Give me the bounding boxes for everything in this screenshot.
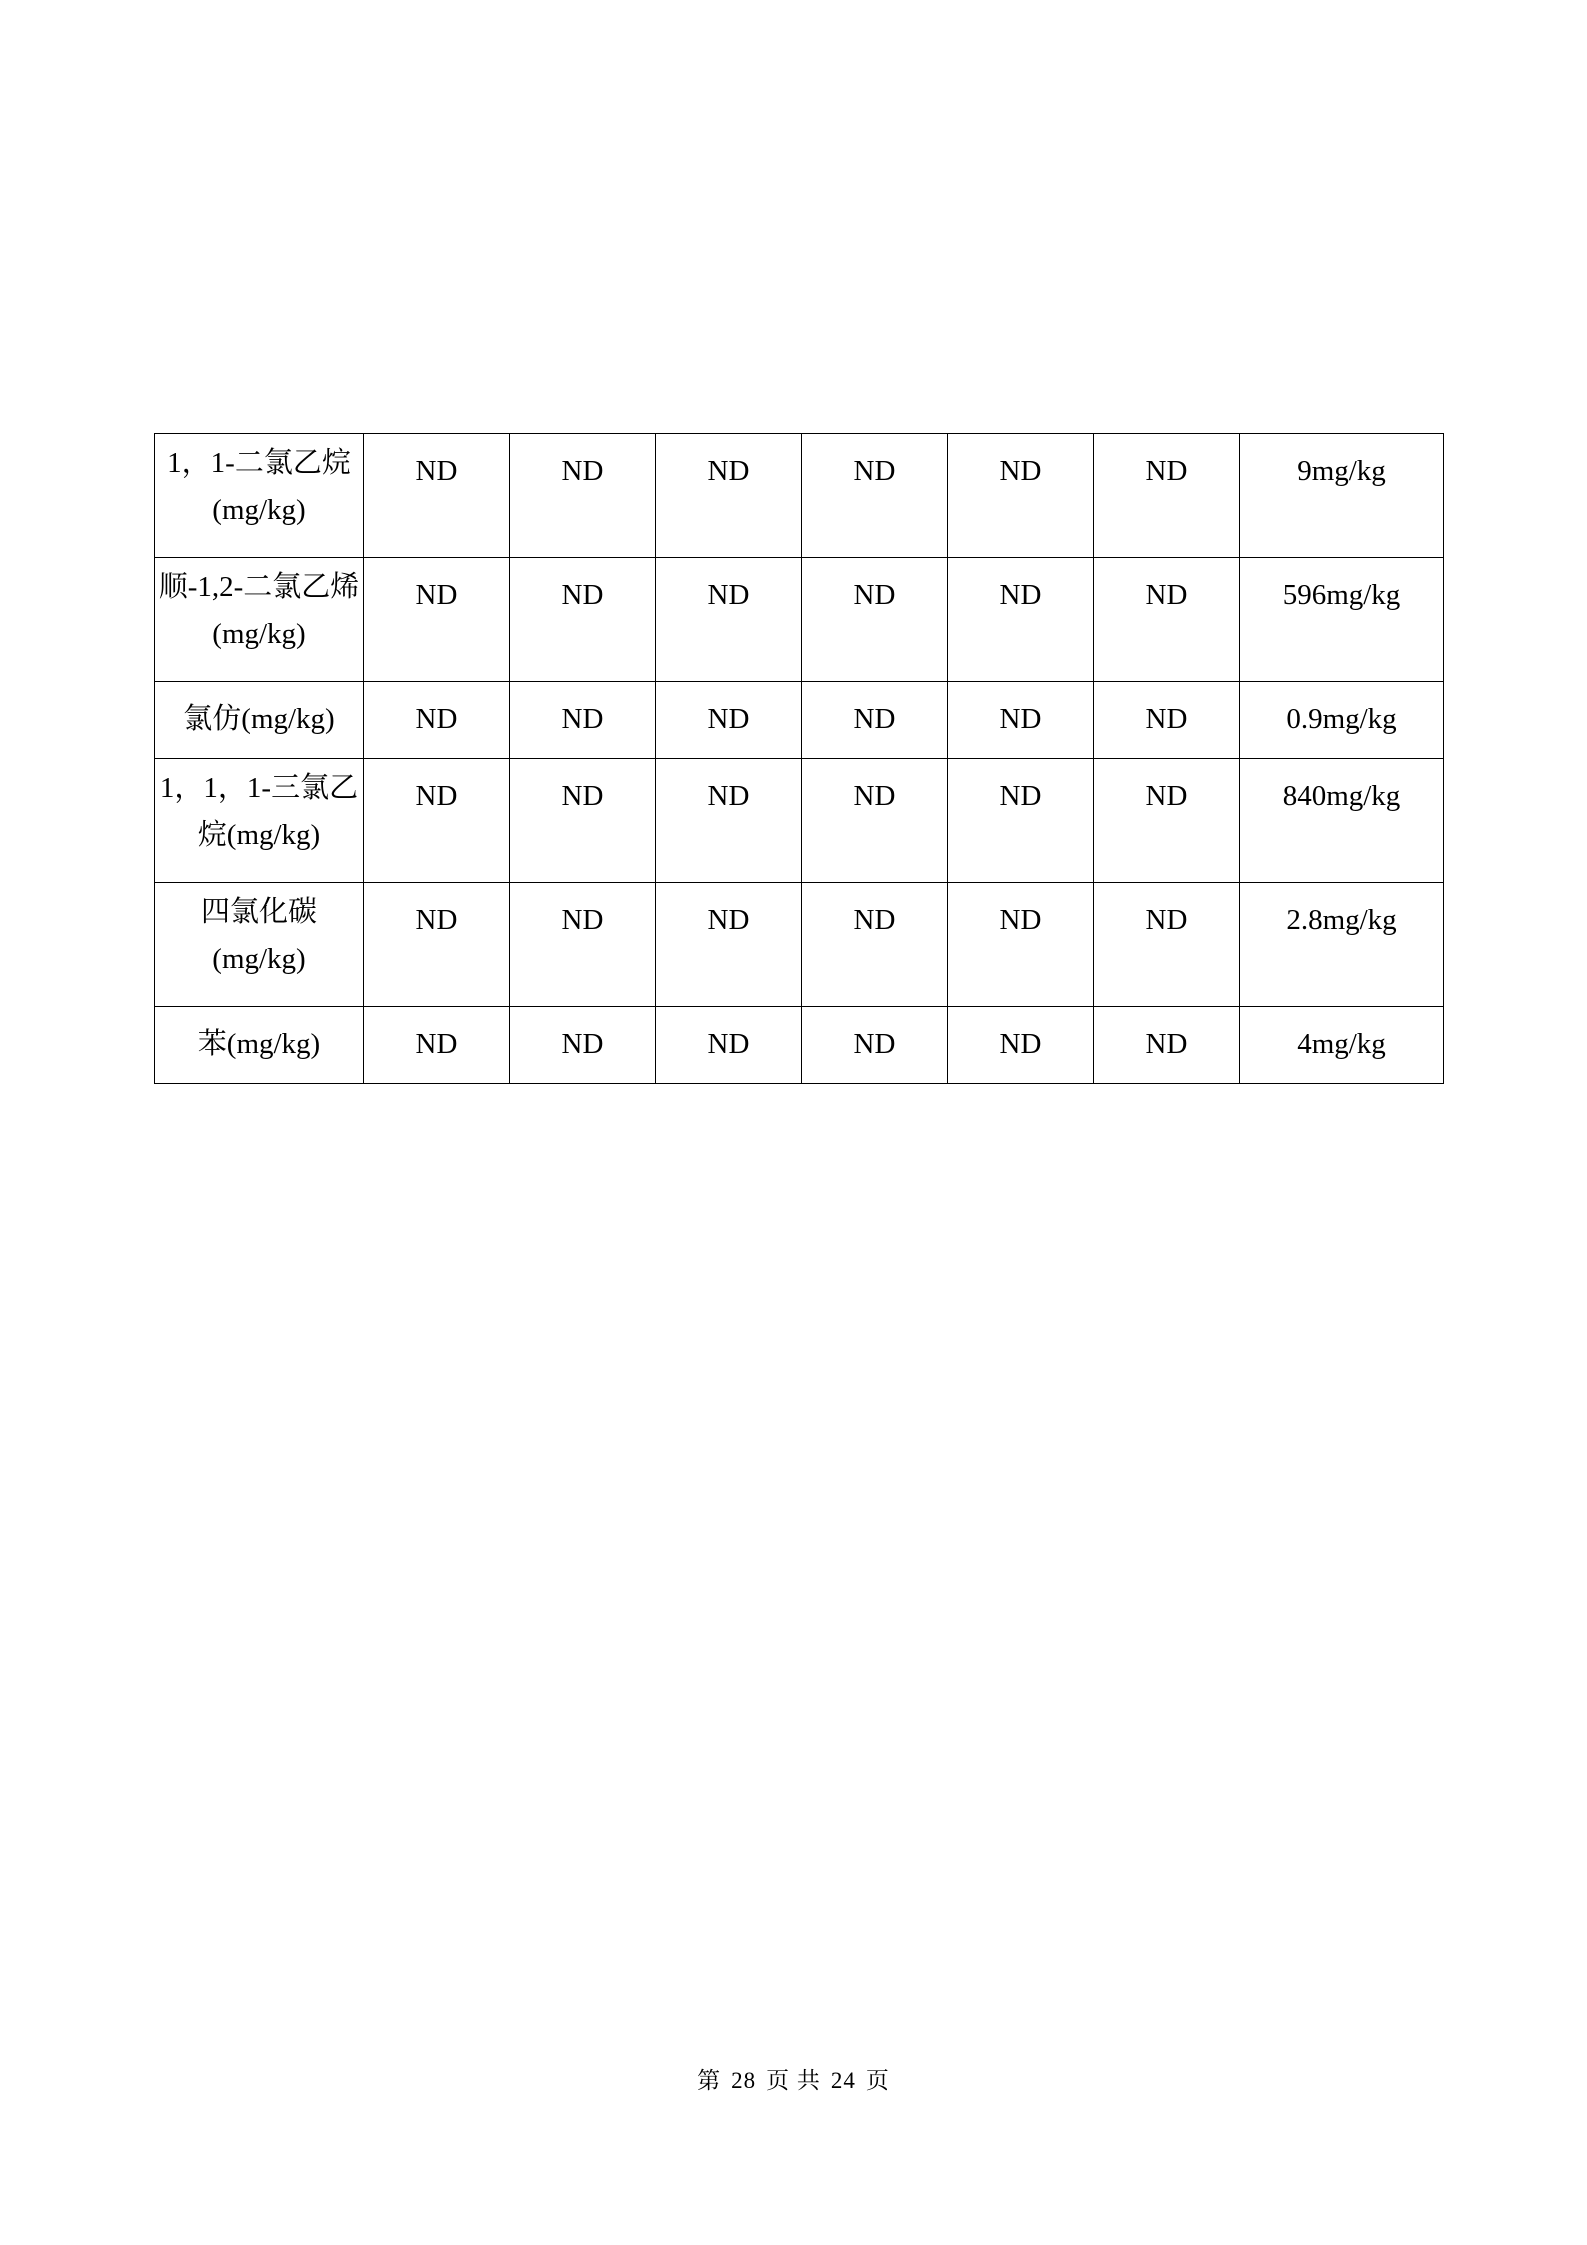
- table-cell: ND: [948, 883, 1094, 1007]
- row-label: 1，1-二氯乙烷(mg/kg): [155, 434, 364, 558]
- table-cell: ND: [802, 759, 948, 883]
- table-cell: ND: [802, 682, 948, 759]
- total-pages: 24: [830, 2068, 856, 2093]
- row-label: 苯(mg/kg): [155, 1007, 364, 1084]
- table-cell: ND: [802, 883, 948, 1007]
- table-cell: ND: [364, 434, 510, 558]
- row-label: 1，1，1-三氯乙烷(mg/kg): [155, 759, 364, 883]
- footer-mid: 页 共: [766, 2068, 821, 2093]
- table-cell: ND: [656, 883, 802, 1007]
- table-cell: 4mg/kg: [1240, 1007, 1444, 1084]
- table-cell: ND: [1094, 682, 1240, 759]
- table-row: [155, 434, 1444, 558]
- table-cell: 840mg/kg: [1240, 759, 1444, 883]
- table-cell: 9mg/kg: [1240, 434, 1444, 558]
- row-label: 氯仿(mg/kg): [155, 682, 364, 759]
- results-table: [154, 433, 1444, 1084]
- row-label: 四氯化碳(mg/kg): [155, 883, 364, 1007]
- page-number: 28: [731, 2068, 757, 2093]
- table-cell: ND: [948, 434, 1094, 558]
- table-row: [155, 759, 1444, 883]
- table-cell: ND: [948, 682, 1094, 759]
- table-cell: ND: [1094, 1007, 1240, 1084]
- table-cell: ND: [364, 759, 510, 883]
- table-cell: ND: [656, 558, 802, 682]
- table-cell: ND: [510, 1007, 656, 1084]
- table-cell: ND: [802, 558, 948, 682]
- table-cell: 596mg/kg: [1240, 558, 1444, 682]
- table-cell: 2.8mg/kg: [1240, 883, 1444, 1007]
- table-cell: ND: [802, 434, 948, 558]
- table-cell: ND: [656, 682, 802, 759]
- table-cell: ND: [948, 558, 1094, 682]
- table-cell: ND: [656, 759, 802, 883]
- page-footer: [0, 2062, 1587, 2095]
- table-cell: ND: [364, 1007, 510, 1084]
- table-cell: ND: [656, 434, 802, 558]
- table-cell: ND: [1094, 558, 1240, 682]
- row-label: 顺-1,2-二氯乙烯(mg/kg): [155, 558, 364, 682]
- table-cell: 0.9mg/kg: [1240, 682, 1444, 759]
- table-cell: ND: [510, 883, 656, 1007]
- table-cell: ND: [364, 558, 510, 682]
- table-cell: ND: [510, 558, 656, 682]
- table-cell: ND: [510, 434, 656, 558]
- table-cell: ND: [1094, 434, 1240, 558]
- table-row: [155, 883, 1444, 1007]
- table-cell: ND: [364, 682, 510, 759]
- table-cell: ND: [1094, 883, 1240, 1007]
- table-row: [155, 1007, 1444, 1084]
- table-cell: ND: [948, 1007, 1094, 1084]
- table-cell: ND: [656, 1007, 802, 1084]
- footer-suffix: 页: [865, 2068, 890, 2093]
- table-cell: ND: [510, 682, 656, 759]
- footer-prefix: 第: [697, 2068, 722, 2093]
- table-row: [155, 558, 1444, 682]
- table-cell: ND: [948, 759, 1094, 883]
- table-cell: ND: [802, 1007, 948, 1084]
- table-cell: ND: [510, 759, 656, 883]
- table-cell: ND: [364, 883, 510, 1007]
- table-row: [155, 682, 1444, 759]
- table-cell: ND: [1094, 759, 1240, 883]
